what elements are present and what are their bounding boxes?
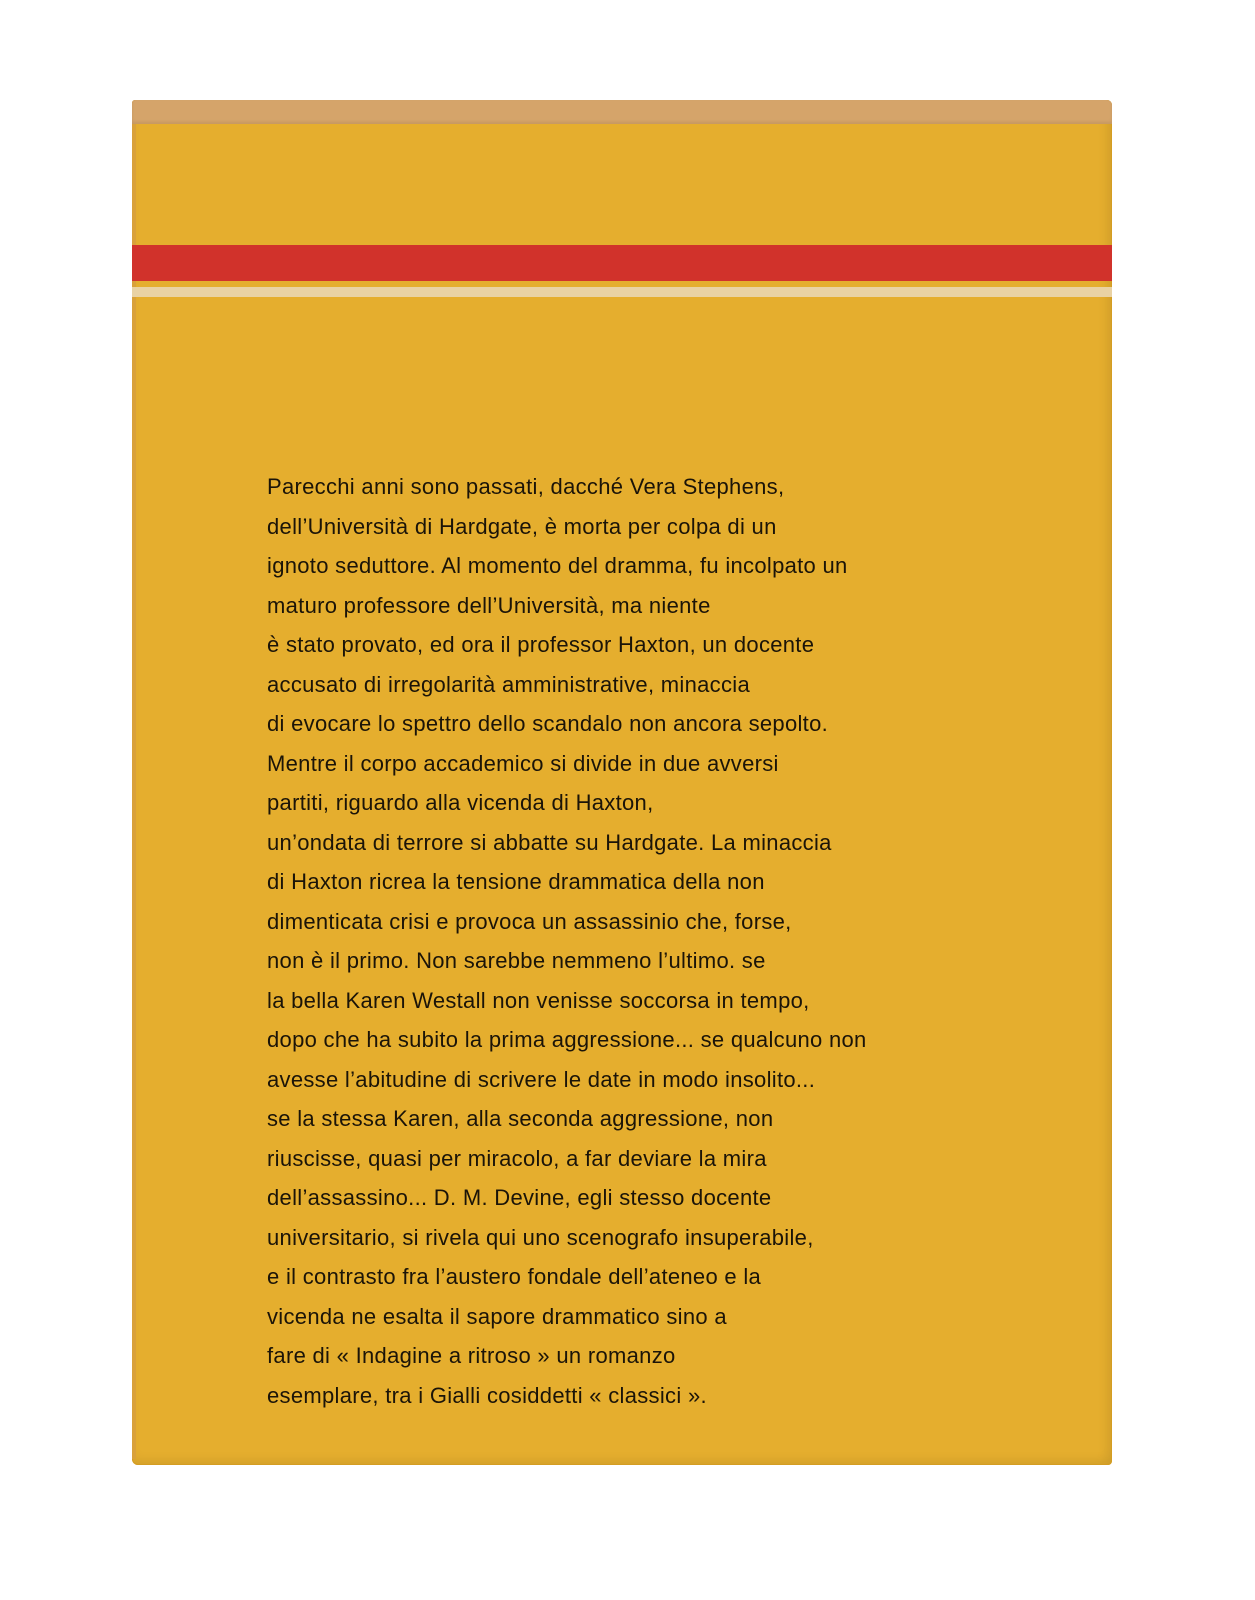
blurb-line: e il contrasto fra l’austero fondale dell’ateneo e la	[267, 1264, 762, 1289]
cream-stripe	[132, 287, 1112, 297]
book-back-cover	[132, 100, 1112, 1465]
blurb-line: di evocare lo spettro dello scandalo non ancora sepolto.	[267, 711, 829, 736]
book-spine-edge	[132, 124, 136, 1459]
blurb-line: dell’assassino... D. M. Devine, egli stesso docente	[267, 1185, 772, 1210]
blurb-line: dell’Università di Hardgate, è morta per colpa di un	[267, 513, 777, 539]
blurb-line: avesse l’abitudine di scrivere le date in modo insolito...	[267, 1066, 816, 1092]
book-top-edge	[132, 100, 1112, 124]
blurb-line: maturo professore dell’Università, ma niente	[267, 592, 711, 618]
blurb-line: dimenticata crisi e provoca un assassinio che, forse,	[267, 908, 792, 934]
blurb-line: se la stessa Karen, alla seconda aggressione, non	[267, 1106, 774, 1131]
blurb-line: vicenda ne esalta il sapore drammatico sino a	[267, 1303, 727, 1329]
blurb-line: ignoto seduttore. Al momento del dramma, fu incolpato un	[267, 553, 848, 578]
red-stripe	[132, 245, 1112, 281]
blurb-line: non è il primo. Non sarebbe nemmeno l’ultimo. se	[267, 948, 766, 973]
blurb-line: dopo che ha subito la prima aggressione... se qualcuno non	[267, 1027, 867, 1052]
blurb-line: un’ondata di terrore si abbatte su Hardgate. La minaccia	[267, 829, 832, 855]
blurb-line: Mentre il corpo accademico si divide in due avversi	[267, 750, 779, 776]
blurb-line: partiti, riguardo alla vicenda di Haxton,	[267, 790, 654, 815]
blurb-line: esemplare, tra i Gialli cosiddetti « classici ».	[267, 1382, 707, 1408]
blurb-line: accusato di irregolarità amministrative, minaccia	[267, 671, 750, 697]
blurb-line: universitario, si rivela qui uno scenografo insuperabile,	[267, 1224, 814, 1250]
blurb-line: fare di « Indagine a ritroso » un romanzo	[267, 1343, 676, 1368]
blurb-line: Parecchi anni sono passati, dacché Vera Stephens,	[267, 474, 785, 499]
blurb-line: è stato provato, ed ora il professor Haxton, un docente	[267, 632, 815, 657]
blurb-line: la bella Karen Westall non venisse soccorsa in tempo,	[267, 987, 810, 1013]
blurb-line: di Haxton ricrea la tensione drammatica della non	[267, 869, 765, 894]
blurb-text	[267, 467, 1067, 1415]
blurb-line: riuscisse, quasi per miracolo, a far deviare la mira	[267, 1145, 767, 1171]
